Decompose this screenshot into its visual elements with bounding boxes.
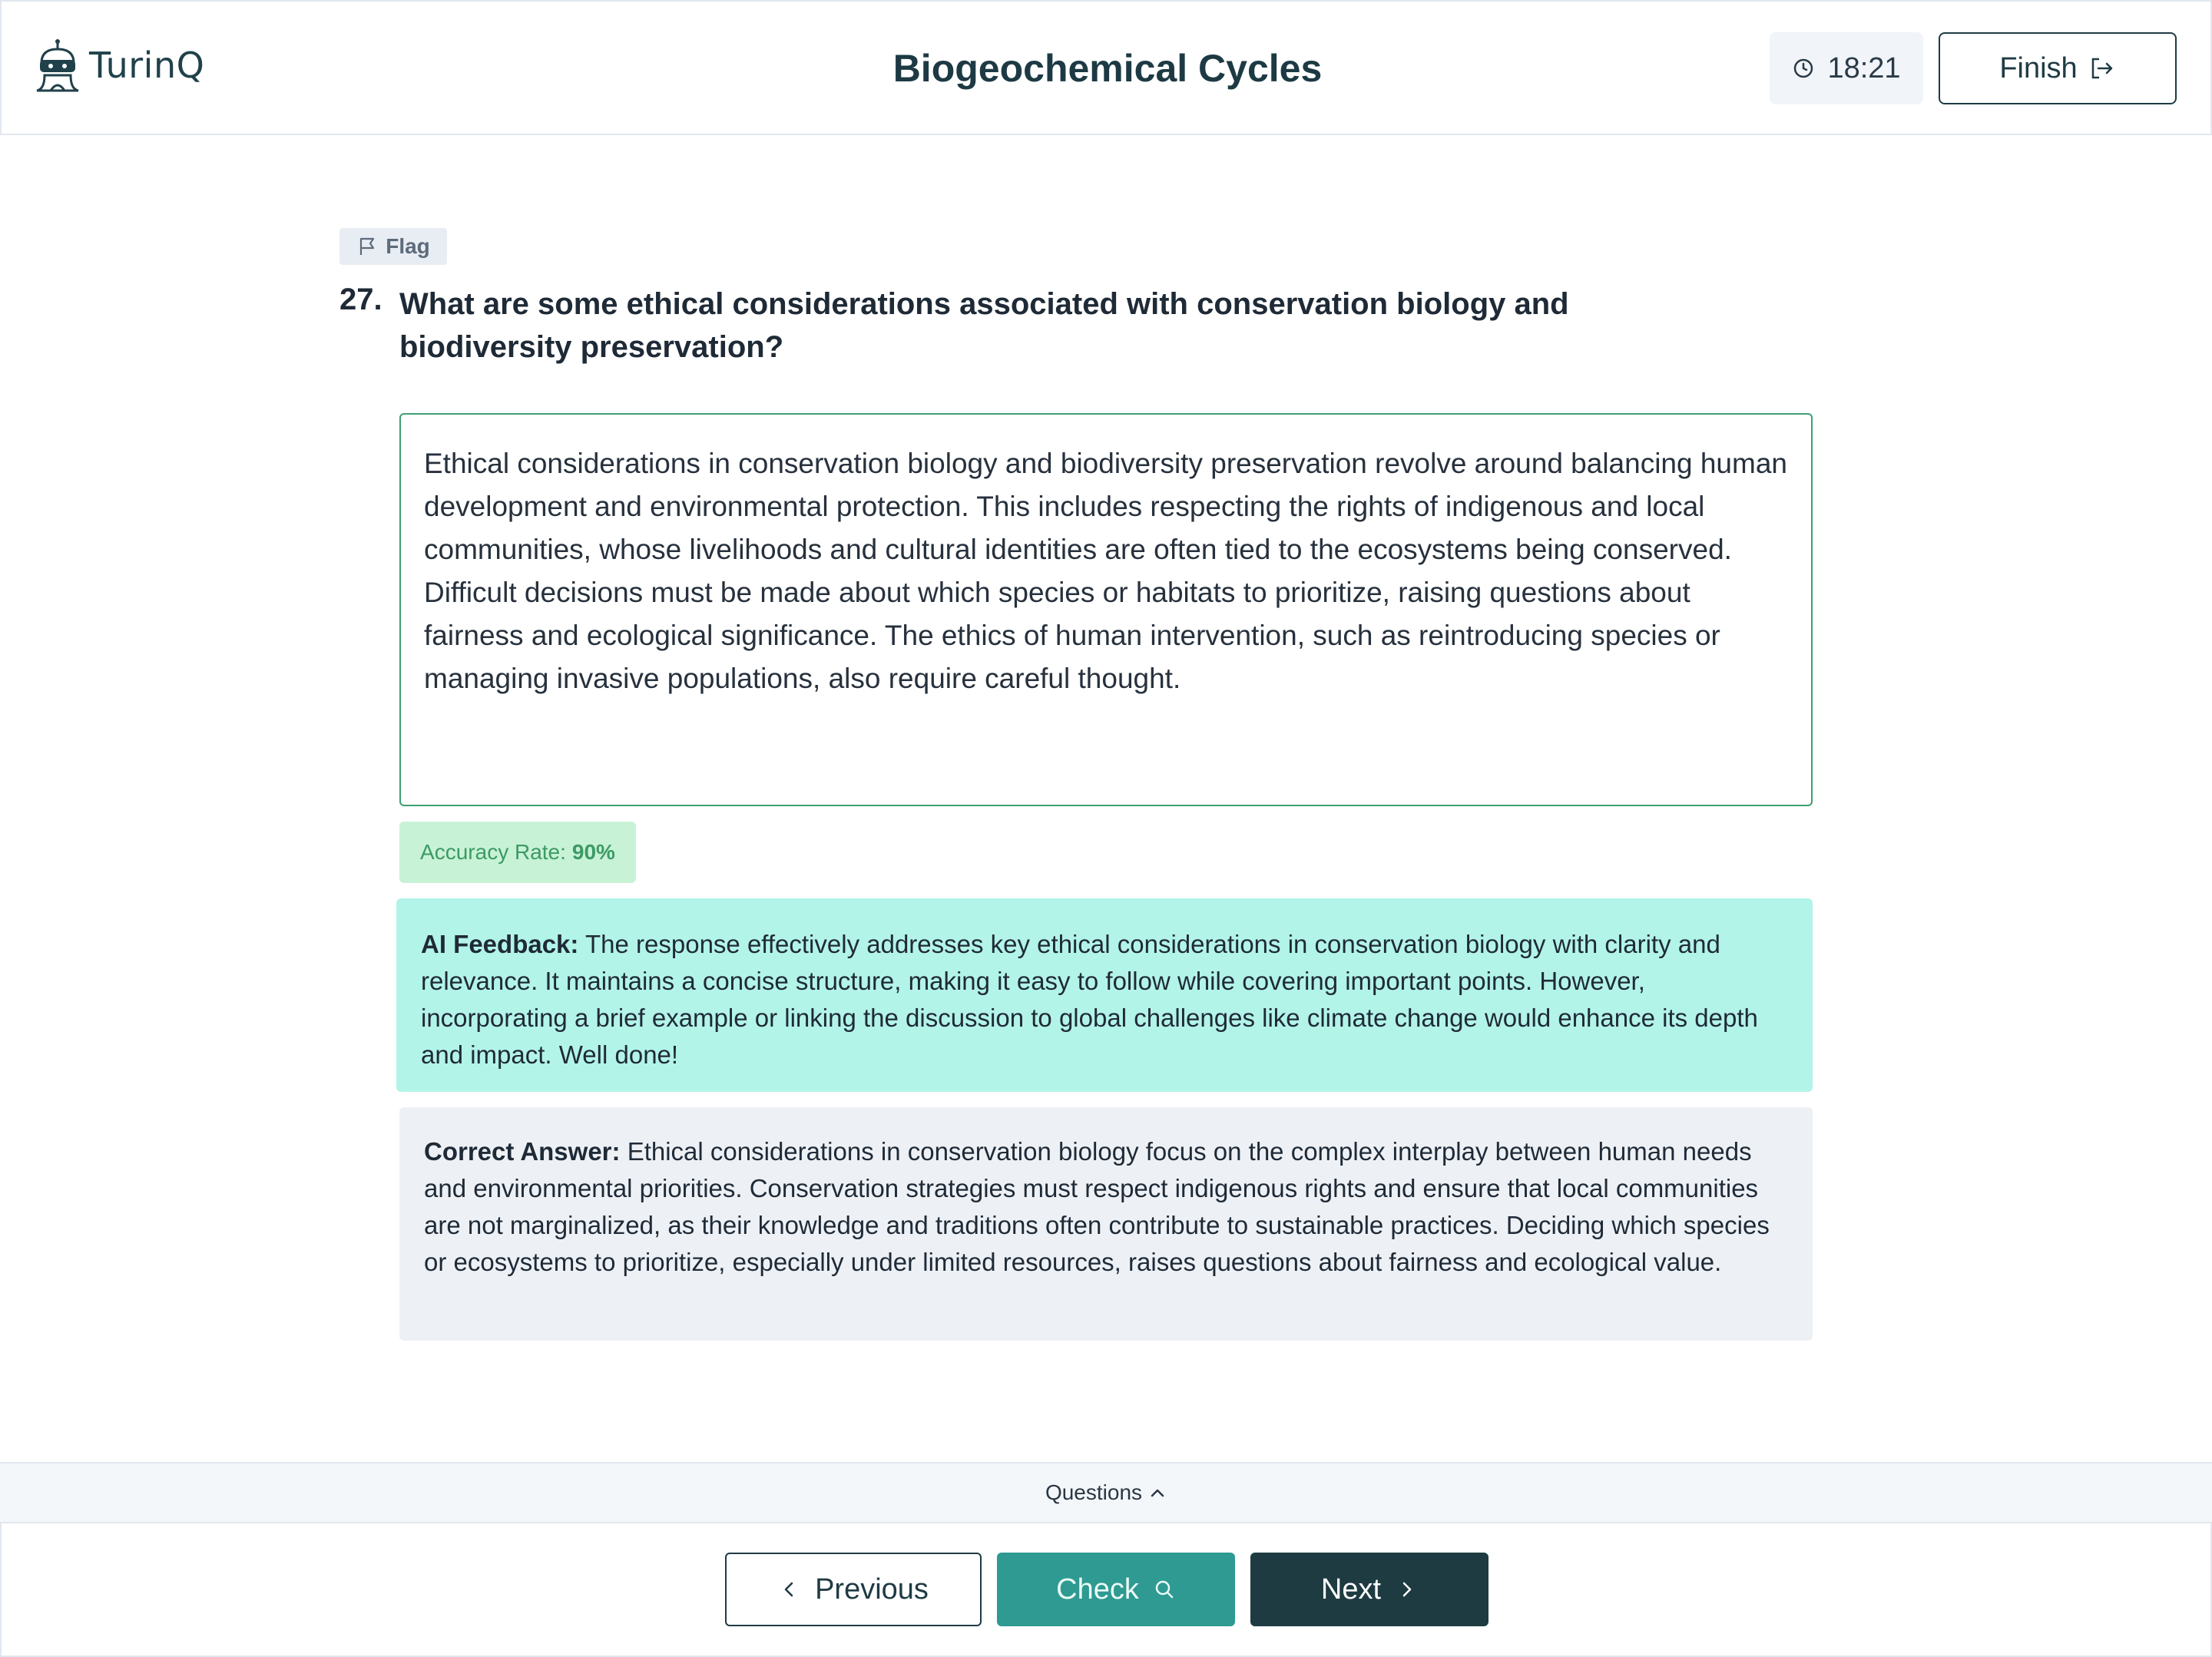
correct-answer-text: Ethical considerations in conservation biology focus on the complex interplay between human needs and environmental priorities. Conservation strategies must respect indigenous rights and ensure that local communities are not marginalized, as their knowledge and traditions often contribute to sustainable practices. Deciding which species or ecosystems to prioritize, especially under limited resources, raises questions about fairness and ecological value. [424, 1137, 1770, 1276]
exit-icon [2088, 55, 2116, 82]
ai-feedback-text: The response effectively addresses key ethical considerations in conservation biology with clarity and relevance. It maintains a concise structure, making it easy to follow while covering important points. However, incorporating a brief example or linking the discussion to global challenges like climate change would enhance its depth and impact. Well done! [421, 930, 1758, 1069]
flag-icon [356, 236, 378, 257]
check-label: Check [1056, 1573, 1139, 1606]
questions-label: Questions [1045, 1480, 1143, 1504]
finish-label: Finish [1999, 51, 2078, 84]
accuracy-badge [399, 822, 636, 883]
questions-toggle[interactable] [0, 1462, 2212, 1523]
finish-button[interactable] [1939, 32, 2177, 104]
timer-value: 18:21 [1827, 51, 1901, 84]
chevron-up-icon [1148, 1483, 1167, 1502]
check-button[interactable] [997, 1553, 1235, 1626]
clock-icon [1792, 57, 1815, 80]
answer-textarea[interactable]: Ethical considerations in conservation biology and biodiversity preservation revolve around balancing human development and environmental protection. This includes respecting the rights of indigenous and local communities, whose livelihoods and cultural identities are often tied to the ecosystems being conserved. Difficult decisions must be made about which species or habitats to prioritize, raising questions about fairness and ecological significance. The ethics of human intervention, such as reintroducing species or managing invasive populations, also require careful thought. [399, 413, 1813, 806]
next-label: Next [1320, 1573, 1382, 1606]
search-icon [1153, 1578, 1176, 1601]
accuracy-value: 90% [571, 840, 615, 864]
ai-feedback-panel [396, 898, 1813, 1092]
next-button[interactable] [1250, 1553, 1488, 1626]
question-text: What are some ethical considerations associated with conservation biology and biodiversity preservation? [399, 287, 1569, 364]
timer [1770, 32, 1923, 104]
top-header [0, 0, 2212, 135]
correct-answer-label: Correct Answer: [424, 1137, 621, 1166]
question-number: 27. [339, 283, 382, 316]
logo-text: TurinQ [89, 45, 205, 86]
chevron-right-icon [1395, 1578, 1418, 1601]
previous-label: Previous [815, 1573, 929, 1606]
correct-answer-panel [399, 1107, 1813, 1341]
previous-button[interactable] [725, 1553, 982, 1626]
flag-button[interactable] [339, 228, 447, 265]
page-title: Biogeochemical Cycles [892, 47, 1323, 90]
accuracy-label: Accuracy Rate: [420, 840, 566, 864]
chevron-left-icon [778, 1578, 801, 1601]
flag-label: Flag [386, 234, 430, 258]
ai-feedback-label: AI Feedback: [421, 930, 579, 958]
